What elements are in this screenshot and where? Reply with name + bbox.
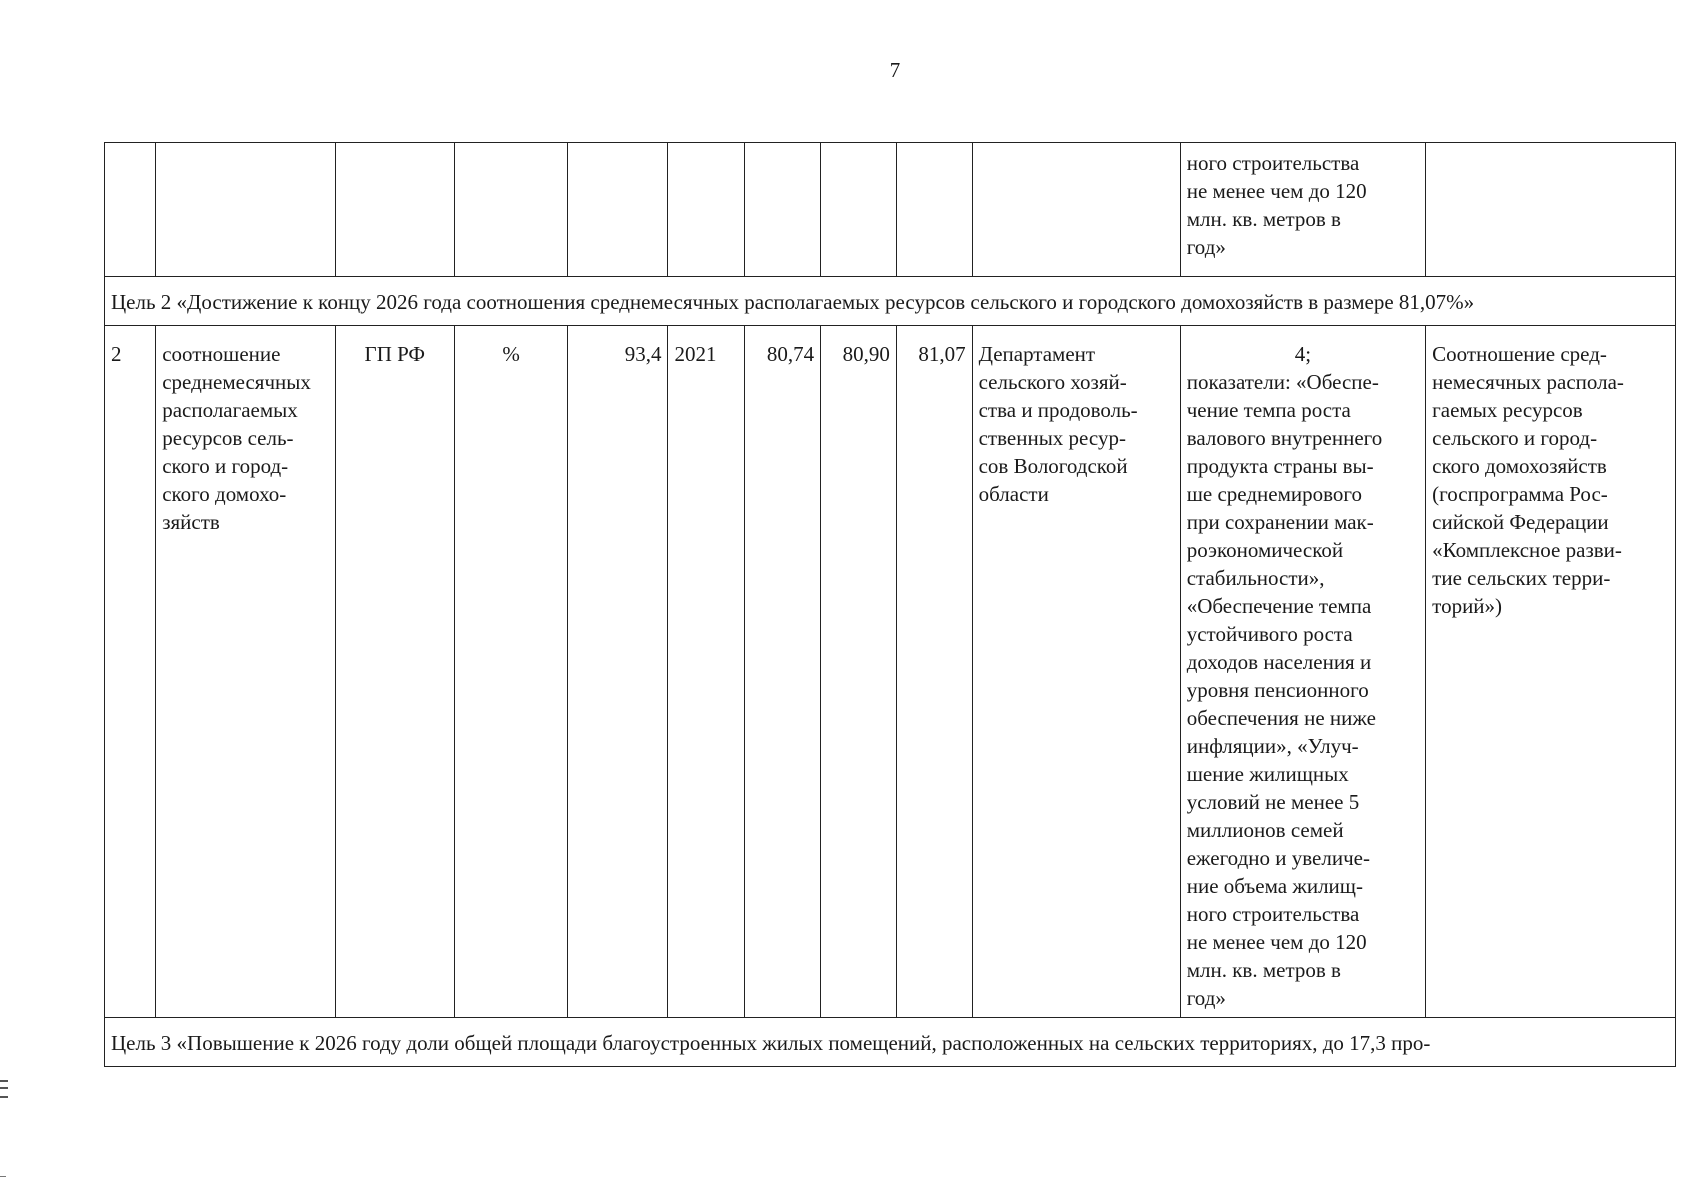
base-value: 93,4 — [568, 326, 668, 1018]
base-year: 2021 — [668, 326, 745, 1018]
goal-2-heading: Цель 2 «Достижение к концу 2026 года соотношения среднемесячных располагаемых ресурсов сельского и городского домохозяйств в размере 81,07%» — [105, 277, 1676, 326]
indicators-table — [104, 142, 1676, 1067]
scan-edge-tick — [0, 1176, 6, 1177]
scan-edge-mark — [0, 1080, 8, 1098]
value-year-2: 80,90 — [821, 326, 897, 1018]
cell-empty — [896, 143, 972, 277]
page-number: 7 — [889, 58, 901, 82]
cell-empty — [1426, 143, 1676, 277]
value-year-1: 80,74 — [745, 326, 821, 1018]
table-row-continuation — [105, 143, 1676, 277]
indicator-source: ГП РФ — [335, 326, 455, 1018]
national-goal-indicators: показатели: «Обеспе- чение темпа роста валового внутреннего продукта страны вы- ше среднемирового при сохранении мак- роэкономической стабильности», «Обеспечение темпа устойчивого роста доходов населения и уровня пенсионного обеспечения не ниже инфляции», «Улуч- шение жилищных условий не менее 5 миллионов семей ежегодно и увеличе- ние объема жилищ- ного строительства не менее чем до 120 млн. кв. метров в год» — [1186, 370, 1383, 1010]
national-goal-link-continuation: ного строительства не менее чем до 120 млн. кв. метров в год» — [1180, 143, 1425, 277]
national-goal-number: 4; — [1294, 342, 1312, 366]
cell-empty — [455, 143, 568, 277]
table-row-indicator-2 — [105, 326, 1676, 1018]
cell-empty — [668, 143, 745, 277]
row-number: 2 — [105, 326, 156, 1018]
unit-of-measure: % — [455, 326, 568, 1018]
cell-empty — [745, 143, 821, 277]
cell-empty — [568, 143, 668, 277]
state-program-link: Соотношение сред- немесячных распола- гаемых ресурсов сельского и город- ского домохозяйств (госпрограмма Рос- сийской Федерации «Комплексное разви- тие сельских терри- торий») — [1426, 326, 1676, 1018]
value-year-3: 81,07 — [896, 326, 972, 1018]
responsible-department: Департамент сельского хозяй- ства и продоволь- ственных ресур- сов Вологодской области — [972, 326, 1180, 1018]
goal-3-heading: Цель 3 «Повышение к 2026 году доли общей площади благоустроенных жилых помещений, расположенных на сельских территориях, до 17,3 про- — [105, 1018, 1676, 1067]
national-goal-link — [1180, 326, 1425, 1018]
cell-empty — [105, 143, 156, 277]
cell-empty — [156, 143, 335, 277]
goal-3-row — [105, 1018, 1676, 1067]
indicator-name: соотношение среднемесячных располагаемых ресурсов сель- ского и город- ского домохо- зяйств — [156, 326, 335, 1018]
cell-empty — [335, 143, 455, 277]
cell-empty — [821, 143, 897, 277]
cell-empty — [972, 143, 1180, 277]
goal-2-row — [105, 277, 1676, 326]
